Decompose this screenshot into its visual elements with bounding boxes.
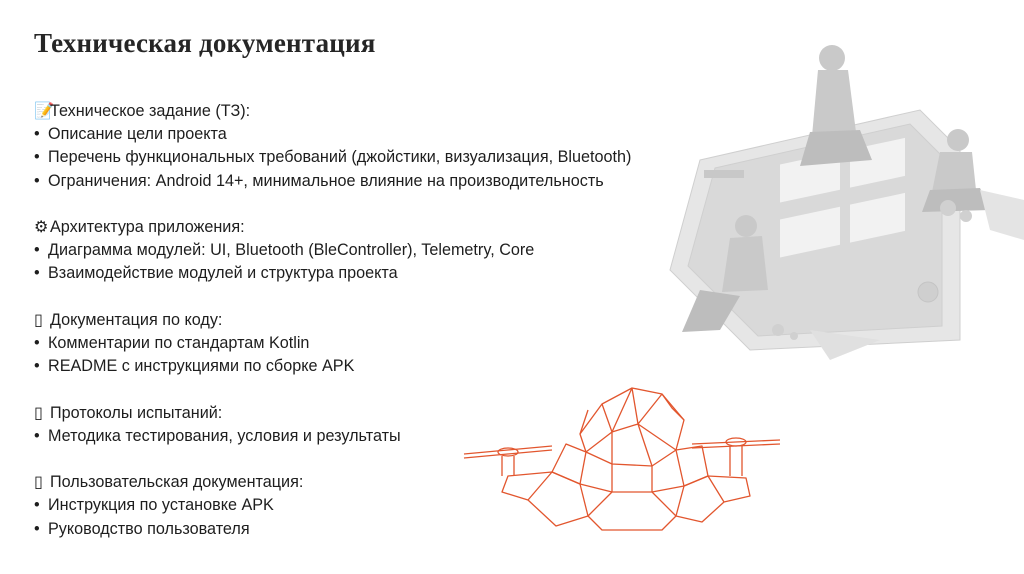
bullet: • [34,171,40,190]
section-code-docs [34,309,714,379]
section-heading-text: Протоколы испытаний: [50,403,223,422]
section-test-protocols [34,402,714,448]
code-doc-icon: ▯ [34,310,43,329]
bullet: • [34,357,40,376]
list-item: • Инструкция по установке APK [34,494,714,517]
user-doc-icon: ▯ [34,473,43,492]
section-technical-spec [34,100,714,193]
gear-icon: ⚙ [34,218,49,236]
bullet: • [34,519,40,538]
section-heading-text: Пользовательская документация: [50,473,304,492]
list-item: • Диаграмма модулей: UI, Bluetooth (BleController), Telemetry, Core [34,239,714,262]
section-heading [34,471,714,494]
section-heading-text: Документация по коду: [50,310,223,329]
bullet: • [34,426,40,445]
list-item: • Ограничения: Android 14+, минимальное влияние на производительность [34,170,714,193]
section-user-docs [34,471,714,541]
list-item: • README с инструкциями по сборке APK [34,355,714,378]
bullet: • [34,125,40,144]
list-item: • Комментарии по стандартам Kotlin [34,332,714,355]
bullet: • [34,241,40,260]
list-item: • Руководство пользователя [34,518,714,541]
list-item: • Методика тестирования, условия и результаты [34,425,714,448]
page-title: Техническая документация [34,28,376,58]
bullet: • [34,264,40,283]
section-heading [34,309,714,332]
section-heading [34,216,714,239]
bullet: • [34,148,40,167]
bullet: • [34,496,40,515]
section-architecture [34,216,714,286]
list-item: • Взаимодействие модулей и структура проекта [34,262,714,285]
bullet: • [34,334,40,352]
section-heading-text: Техническое задание (ТЗ): [50,102,251,120]
list-item: • Перечень функциональных требований (джойстики, визуализация, Bluetooth) [34,146,714,169]
test-icon: ▯ [34,403,43,422]
phone-team-illustration [660,40,1024,380]
section-heading-text: Архитектура приложения: [50,218,245,236]
memo-icon: 📝 [34,102,55,120]
section-heading [34,402,714,425]
section-heading [34,100,714,123]
list-item: • Описание цели проекта [34,123,714,146]
content-list [34,100,714,564]
